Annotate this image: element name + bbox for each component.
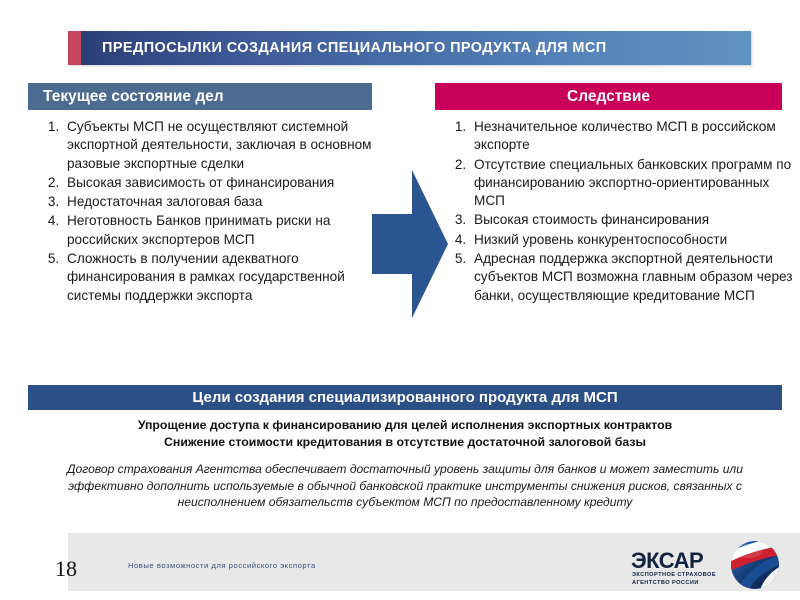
goals-bold-line: Снижение стоимости кредитования в отсутствие достаточной залоговой базы: [164, 434, 646, 449]
list-item: 5. Адресная поддержка экспортной деятельности субъектов МСП возможна главным образом через банки, осуществляющие кредитование МСП: [470, 250, 800, 305]
goals-header-bar: [28, 385, 782, 410]
list-item: 2. Отсутствие специальных банковских программ по финансированию экспортно-ориентированных МСП: [470, 156, 800, 211]
right-arrow-icon: [372, 170, 448, 318]
list-item: 3. Недостаточная залоговая база: [63, 193, 383, 211]
goals-bold-block: [40, 417, 770, 450]
logo-tagline-line2: АГЕНТСТВО РОССИИ: [632, 579, 699, 586]
page-number: 18: [55, 556, 77, 581]
right-column-list: [440, 118, 800, 306]
left-column-header: [28, 83, 372, 110]
title-accent-bar: [68, 31, 81, 65]
list-item: 1. Незначительное количество МСП в российском экспорте: [470, 118, 800, 155]
footer-note: Новые возможности для российского экспорта: [128, 561, 316, 570]
logo-wordmark: ЭКСАР: [631, 548, 704, 573]
left-column-list: [33, 118, 383, 306]
list-item: 2. Высокая зависимость от финансирования: [63, 174, 383, 192]
goals-italic-text: Договор страхования Агентства обеспечивает достаточный уровень защиты для банков и может заместить или эффективно дополнить используемые в обычной банковской практике инструменты снижения рисков, связанных с неисполнением обязательств субъектом МСП по предоставленному кредиту: [67, 462, 743, 510]
logo-globe-icon: [729, 539, 781, 591]
right-column-header-label: Следствие: [567, 87, 650, 105]
list-item: 4. Низкий уровень конкурентоспособности: [470, 231, 800, 249]
list-item: 4. Неготовность Банков принимать риски на российских экспортеров МСП: [63, 212, 383, 249]
goals-bold-line: Упрощение доступа к финансированию для целей исполнения экспортных контрактов: [137, 418, 673, 432]
list-item: 1. Субъекты МСП не осуществляют системной экспортной деятельности, заключая в основном разовые экспортные сделки: [63, 118, 383, 173]
left-column-header-label: Текущее состояние дел: [43, 87, 224, 105]
exiar-logo: [631, 539, 791, 591]
slide-title-bar: [68, 31, 751, 65]
logo-tagline: [632, 572, 724, 588]
logo-tagline-line1: ЭКСПОРТНОЕ СТРАХОВОЕ: [632, 572, 716, 578]
title-bar-gradient: [81, 31, 751, 65]
goals-header-label: Цели создания специализированного продукта для МСП: [192, 389, 618, 406]
page-title: ПРЕДПОСЫЛКИ СОЗДАНИЯ СПЕЦИАЛЬНОГО ПРОДУКТА ДЛЯ МСП: [102, 40, 607, 56]
list-item: 3. Высокая стоимость финансирования: [470, 211, 800, 229]
list-item: 5. Сложность в получении адекватного финансирования в рамках государственной системы поддержки экспорта: [63, 250, 383, 305]
right-column-header: [435, 83, 782, 110]
